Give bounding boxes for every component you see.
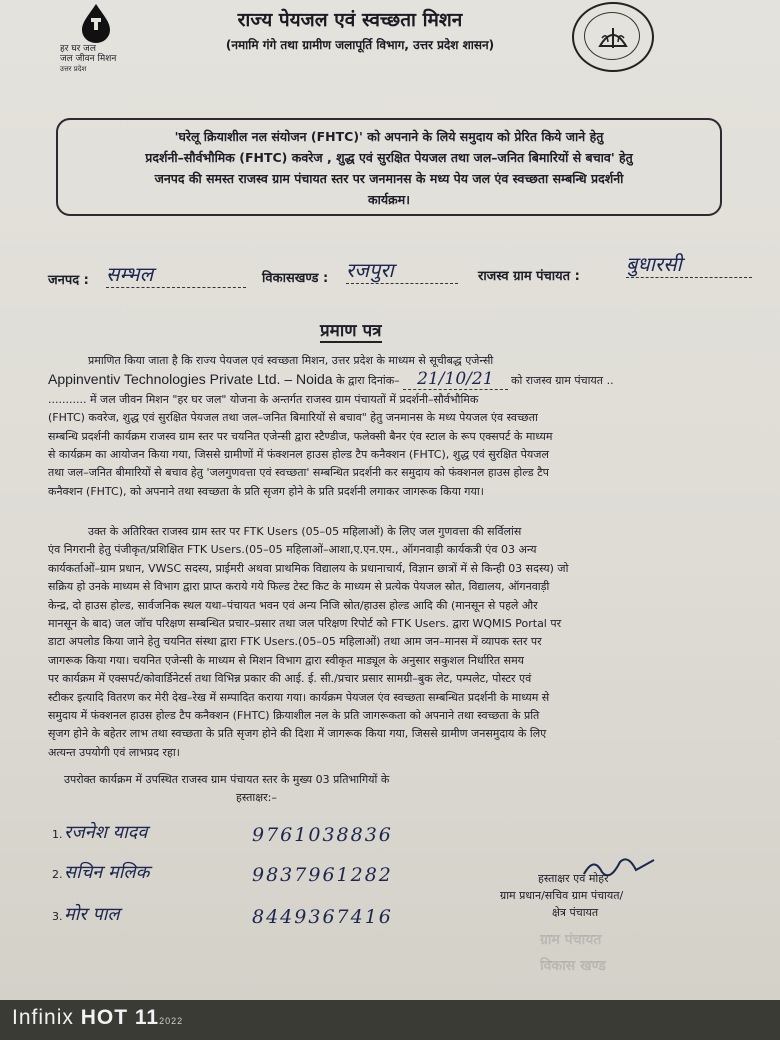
- page-title: राज्य पेयजल एवं स्वच्छता मिशन: [237, 9, 463, 31]
- logo-line-3: उत्तर प्रदेश: [60, 65, 87, 73]
- para1-line: से कार्यक्रम का आयोजन किया गया, जिससे ग्रामीणों में फंक्शनल हाउस होल्ड टैप कनैक्शन (FHTC), शुद्ध एवं सुरक्षित पेयजल: [48, 448, 549, 462]
- para1-line: सम्बन्धि प्रदर्शनी कार्यक्रम राजस्व ग्राम स्तर पर चयनित एजेन्सी द्वारा स्टैण्डीज, फलेक्सी बैनर एंव स्टाल के रूप एक्सपर्ट के माध्यम: [48, 429, 553, 443]
- camera-year: 2022: [159, 1016, 184, 1026]
- para2-line: कार्यकर्ताओं–ग्राम प्रधान, VWSC सदस्य, प्राईमरी अथवा प्राथमिक विद्यालय के प्रधानाचार्य, विज्ञान छात्रों में से किन्ही 03 सदस्य) जो: [48, 561, 569, 575]
- state-emblem-icon: [572, 2, 654, 72]
- certificate-title: प्रमाण पत्र: [320, 318, 382, 343]
- page-subtitle: (नमामि गंगे तथा ग्रामीण जलापूर्ति विभाग, उत्तर प्रदेश शासन): [225, 38, 495, 52]
- logo-line-1: हर घर जल: [60, 44, 96, 54]
- water-drop-icon: [78, 2, 114, 44]
- para1-line: (FHTC) कवरेज, शुद्ध एवं सुरक्षित पेयजल तथा जल–जनित बिमारियों से बचाव" हेतु जनमानस के मध्य पेयजल एंव स्वच्छता: [48, 411, 538, 425]
- camera-model: HOT 11: [80, 1006, 160, 1029]
- para2-line: सक्रिय हो उनके माध्यम से विभाग द्वारा प्राप्त कराये गये फिल्ड टेस्ट किट के माध्यम से प्रत्येक पेयजल स्रोत, विद्यालय, ऑगनवाड़ी: [48, 580, 550, 594]
- signatory-sign-label: हस्ताक्षर एवं मोहर: [538, 872, 609, 885]
- participant-row: 3. मोर पाल 8449367416: [52, 904, 393, 928]
- panchayat-label: राजस्व ग्राम पंचायत :: [478, 269, 580, 284]
- participant-signature: सचिन मलिक: [64, 862, 150, 883]
- participants-sign-label: हस्ताक्षर:–: [236, 791, 277, 804]
- para1-line: प्रमाणित किया जाता है कि राज्य पेयजल एवं स्वच्छता मिशन, उत्तर प्रदेश के माध्यम से सूचीबद्ध एजेन्सी: [88, 354, 494, 367]
- para1-line: तथा जल–जनित बीमारियों से बचाव हेतु 'जलगुणवत्ता एवं स्वच्छता' सम्बन्धित प्रदर्शनी कर समुदाय को फंक्शनल हाउस होल्ड टैप: [48, 466, 549, 480]
- participant-signature: रजनेश यादव: [64, 822, 148, 843]
- signatory-role-line-1: ग्राम प्रधान/सचिव ग्राम पंचायत/: [500, 889, 624, 902]
- program-description-box: [56, 118, 722, 216]
- camera-watermark: [12, 1006, 183, 1030]
- para2-line: डाटा अपलोड किया जाने हेतु चयनित संस्था द्वारा FTK Users.(05–05 महिलाओं) तथा आम जन–मानस में व्यापक स्तर पर: [48, 635, 542, 649]
- para2-line: केन्द्र, दो हाउस होल्ड, सार्वजनिक स्थल यथा–पंचायत भवन एवं अन्य निजि स्रोत/हाउस होल्ड आदि की (मानसून से पहले और: [48, 598, 538, 612]
- para2-line: सृजग होने के बहेतर लाभ तथा स्वच्छता के प्रति सृजग होने की दिशा में जागरूक किया गया, जिससे ग्रामीण जनसमुदाय के लिए: [48, 727, 547, 741]
- signatory-role-line-2: क्षेत्र पंचायत: [552, 906, 599, 919]
- paragraph-1: [48, 352, 748, 501]
- participant-phone: 8449367416: [252, 906, 393, 928]
- participant-signature: मोर पाल: [64, 904, 120, 925]
- har-ghar-jal-logo: [60, 2, 170, 82]
- para2-line: स्टीकर इत्यादि वितरण कर मेरी देख–रेख में सम्पादित कराया गया। कार्यक्रम पेयजल एंव स्वच्छता सम्बन्धित प्रदर्शनी के माध्यम से: [48, 690, 550, 704]
- participant-row: 2. सचिन मलिक 9837961282: [52, 862, 393, 886]
- program-line-3: जनपद की समस्त राजस्व ग्राम पंचायत स्तर पर जनमानस के मध्य पेय जल एंव स्वच्छता सम्बन्धि प्रदर्शनी: [154, 171, 624, 186]
- program-line-1: 'घरेलू क्रियाशील नल संयोजन (FHTC)' को अपनाने के लिये समुदाय को प्रेरित किये जाने हेतु: [174, 129, 604, 144]
- para1-line: ........... में जल जीवन मिशन "हर घर जल" योजना के अन्तर्गत राजस्व ग्राम पंचायतों में प्रदर्शनी–सौर्वभौमिक: [48, 392, 479, 406]
- district-value: सम्भल: [106, 260, 246, 288]
- para2-line: अत्यन्त उपयोगी एवं लाभप्रद रहा।: [48, 745, 180, 759]
- block-label: विकासखण्ड :: [262, 271, 329, 286]
- para2-line: समुदाय में फंक्शनल हाउस होल्ड टैप कनैक्शन (FHTC) क्रियाशील नल के प्रति जागरूकता को अपनाने तथा स्वच्छता के प्रति: [48, 709, 540, 723]
- para2-line: पर कार्यक्रम में एक्सपर्ट/कोवार्डिनेटर्स तथा विभिन्न प्रकार की आई. ई. सी./प्रचार प्रसार सामग्री–बुक लेट, पम्पलेट, पोस्टर एवं: [48, 672, 532, 686]
- para2-line: उक्त के अतिरिक्त राजस्व ग्राम स्तर पर FTK Users (05–05 महिलाओं) के लिए जल गुणवत्ता की सर्विलांस: [88, 525, 522, 538]
- panchayat-value: बुधारसी: [626, 250, 752, 278]
- para2-line: एंव निगरानी हेतु पंजीकृत/प्रशिक्षित FTK Users.(05–05 महिलाओं–आशा,ए.एन.एम., ऑगनवाड़ी कार्यकत्री एंव 03 अन्य: [48, 543, 537, 557]
- paragraph-2: [48, 523, 748, 762]
- participant-phone: 9761038836: [252, 824, 393, 846]
- district-label: जनपद :: [48, 273, 89, 288]
- block-value: रजपुरा: [346, 256, 458, 284]
- program-date: 21/10/21: [403, 369, 507, 390]
- signatory-block: [500, 870, 720, 921]
- participant-phone: 9837961282: [252, 864, 393, 886]
- faded-stamp-line: ग्राम पंचायत: [540, 932, 602, 948]
- participants-intro: उपरोक्त कार्यक्रम में उपस्थित राजस्व ग्राम पंचायत स्तर के मुख्य 03 प्रतिभागियों के: [64, 773, 390, 786]
- agency-name: Appinventiv Technologies Private Ltd. – Noida: [48, 371, 333, 388]
- participant-row: 1. रजनेश यादव 9761038836: [52, 822, 393, 846]
- camera-brand: Infinix: [12, 1006, 74, 1029]
- para1-line: कनैक्शन (FHTC), को अपनाने तथा स्वच्छता के प्रति सृजग होने के प्रति प्रदर्शनी लगाकर जागरूक किया गया।: [48, 484, 484, 498]
- faded-stamp-line: विकास खण्ड: [540, 958, 606, 974]
- para2-line: जागरूक किया गया। चयनित एजेन्सी के माध्यम से मिशन विभाग द्वारा स्वीकृत माड्यूल के अनुसार सकुशल निर्धारित समय: [48, 653, 525, 667]
- para1-line: Appinventiv Technologies Private Ltd. – Noida के द्वारा दिनांक– 21/10/21 को राजस्व ग्राम पंचायत ..: [48, 369, 614, 390]
- para2-line: मानसून के बाद) जल जॉच परिक्षण सम्बन्धित प्रचार–प्रसार तथा जल परिक्षण रिपोर्ट को FTK Users. द्वारा WQMIS Portal पर: [48, 617, 562, 631]
- program-line-4: कार्यक्रम।: [368, 192, 410, 207]
- logo-line-2: जल जीवन मिशन: [60, 54, 117, 64]
- program-line-2: प्रदर्शनी–सौर्वभौमिक (FHTC) कवरेज , शुद्ध एवं सुरक्षित पेयजल तथा जल–जनित बिमारियों से बचाव' हेतु: [145, 150, 633, 165]
